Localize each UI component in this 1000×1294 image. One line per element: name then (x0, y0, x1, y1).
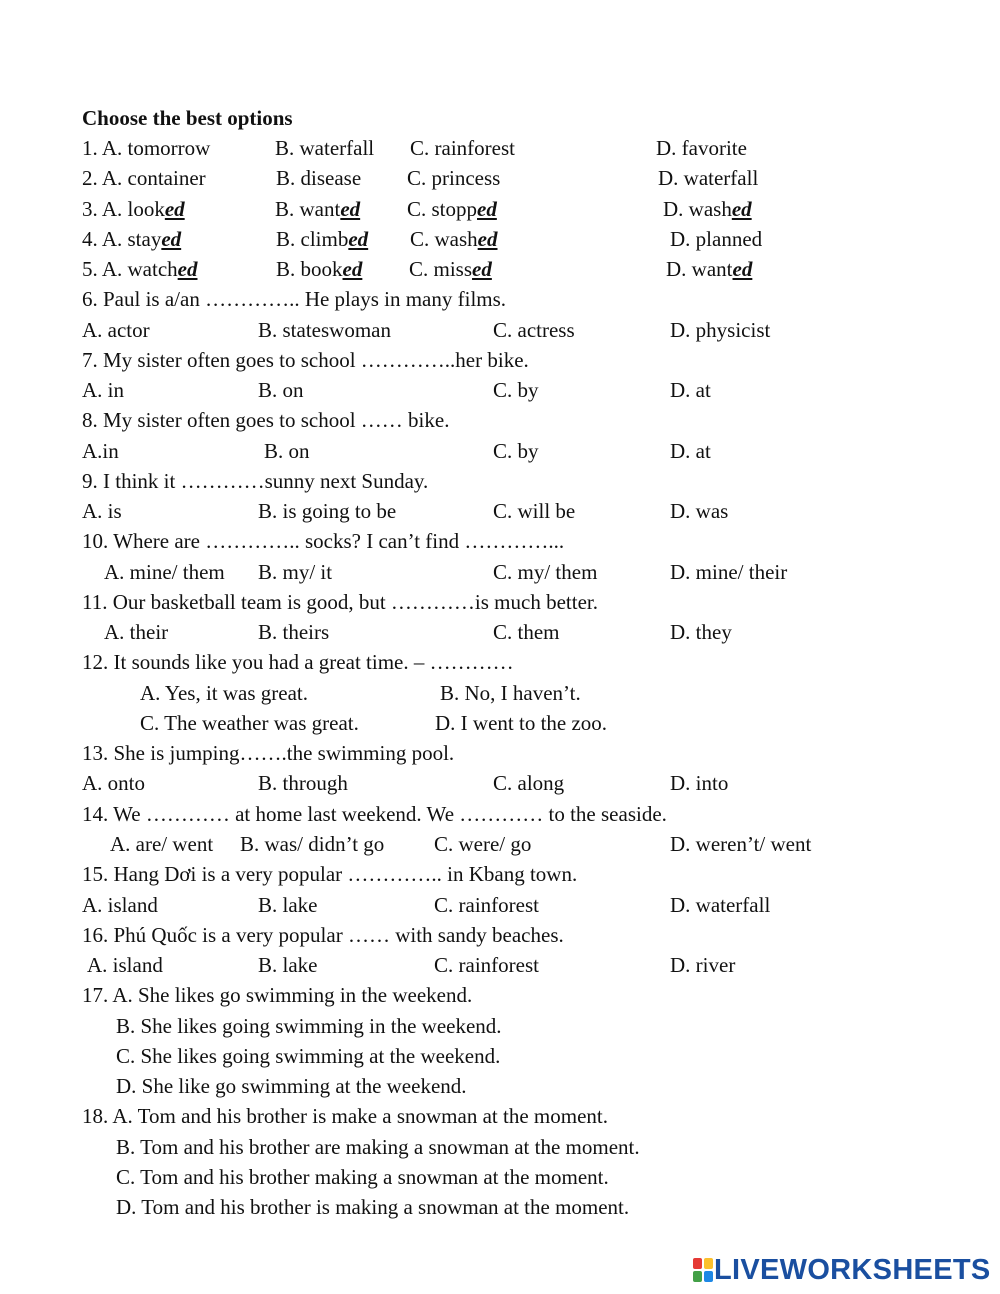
option-d[interactable]: D. waterfall (658, 166, 759, 190)
option-b[interactable]: B. through (258, 771, 348, 795)
option-d[interactable]: D. was (670, 499, 729, 523)
question-15-options (0, 890, 1000, 920)
question-13-options (0, 768, 1000, 798)
option-b[interactable]: B. stateswoman (258, 318, 391, 342)
question-14-stem (0, 799, 1000, 829)
option-c[interactable]: C. my/ them (493, 560, 598, 584)
question-15-stem (0, 859, 1000, 889)
page-title: Choose the best options (82, 106, 293, 130)
question-4 (0, 224, 1000, 254)
option-a[interactable]: A. island (82, 893, 158, 917)
question-18-option-d (0, 1192, 1000, 1222)
option-c[interactable]: C. rainforest (410, 136, 515, 160)
option-c[interactable]: C. She likes going swimming at the weekend. (116, 1044, 501, 1068)
option-c[interactable]: C. by (493, 439, 539, 463)
question-text: 13. She is jumping…….the swimming pool. (82, 741, 455, 765)
option-d[interactable]: D. wanted (666, 257, 753, 281)
option-d[interactable]: D. at (670, 378, 711, 402)
option-b[interactable]: B. is going to be (258, 499, 397, 523)
question-7-options (0, 375, 1000, 405)
option-c[interactable]: C. rainforest (434, 893, 539, 917)
option-b[interactable]: B. on (258, 378, 304, 402)
question-text: 12. It sounds like you had a great time. – ………… (82, 650, 514, 674)
question-text: 6. Paul is a/an ………….. He plays in many films. (82, 287, 507, 311)
option-b[interactable]: B. Tom and his brother are making a snowman at the moment. (116, 1135, 640, 1159)
suffix-ed: ed (731, 197, 752, 221)
suffix-ed: ed (477, 227, 498, 251)
question-8-options (0, 436, 1000, 466)
option-b[interactable]: B. was/ didn’t go (240, 832, 385, 856)
option-a[interactable]: 1. A. tomorrow (82, 136, 211, 160)
question-text: 10. Where are ………….. socks? I can’t find …………... (82, 529, 565, 553)
option-a[interactable]: A. their (104, 620, 169, 644)
question-17-option-a (0, 980, 1000, 1010)
question-12-stem (0, 647, 1000, 677)
question-16-options (0, 950, 1000, 980)
option-d[interactable]: D. physicist (670, 318, 771, 342)
question-17-option-b (0, 1011, 1000, 1041)
question-12-options-row2 (0, 708, 1000, 738)
option-c[interactable]: C. by (493, 378, 539, 402)
option-d[interactable]: D. mine/ their (670, 560, 788, 584)
liveworksheets-logo-icon (692, 1257, 714, 1283)
question-9-stem (0, 466, 1000, 496)
question-text: 15. Hang Dơi is a very popular ………….. in Kbang town. (82, 862, 578, 886)
option-d[interactable]: D. they (670, 620, 732, 644)
option-a[interactable]: A. onto (82, 771, 145, 795)
question-1 (0, 133, 1000, 163)
option-d[interactable]: D. Tom and his brother is making a snowman at the moment. (116, 1195, 630, 1219)
option-c[interactable]: C. along (493, 771, 565, 795)
option-a[interactable]: A. actor (82, 318, 150, 342)
option-b[interactable]: B. disease (276, 166, 362, 190)
option-b[interactable]: B. on (264, 439, 310, 463)
option-d[interactable]: D. I went to the zoo. (435, 711, 608, 735)
option-c[interactable]: C. rainforest (434, 953, 539, 977)
option-d[interactable]: D. into (670, 771, 729, 795)
option-d[interactable]: D. favorite (656, 136, 747, 160)
option-c[interactable]: C. stopped (407, 197, 497, 221)
question-18-option-b (0, 1132, 1000, 1162)
question-6-stem (0, 284, 1000, 314)
question-text: 11. Our basketball team is good, but …………is much better. (82, 590, 598, 614)
option-a[interactable]: A. mine/ them (104, 560, 225, 584)
question-8-stem (0, 405, 1000, 435)
question-10-stem (0, 526, 1000, 556)
question-2 (0, 163, 1000, 193)
option-b[interactable]: B. climbed (276, 227, 369, 251)
option-a[interactable]: 5. A. watched (82, 257, 198, 281)
option-d[interactable]: D. weren’t/ went (670, 832, 812, 856)
question-13-stem (0, 738, 1000, 768)
question-12-options-row1 (0, 678, 1000, 708)
option-a[interactable]: A. in (82, 378, 124, 402)
option-a[interactable]: 4. A. stayed (82, 227, 182, 251)
question-16-stem (0, 920, 1000, 950)
option-a[interactable]: 2. A. container (82, 166, 206, 190)
question-7-stem (0, 345, 1000, 375)
option-d[interactable]: D. She like go swimming at the weekend. (116, 1074, 467, 1098)
question-14-options (0, 829, 1000, 859)
option-c[interactable]: C. actress (493, 318, 575, 342)
option-a[interactable]: 3. A. looked (82, 197, 185, 221)
option-a[interactable]: A. is (82, 499, 122, 523)
option-d[interactable]: D. river (670, 953, 736, 977)
option-c[interactable]: C. washed (410, 227, 498, 251)
option-c[interactable]: C. were/ go (434, 832, 532, 856)
option-c[interactable]: C. them (493, 620, 560, 644)
option-d[interactable]: D. waterfall (670, 893, 771, 917)
option-a[interactable]: 17. A. She likes go swimming in the weekend. (82, 983, 473, 1007)
option-b[interactable]: B. waterfall (275, 136, 375, 160)
option-b[interactable]: B. lake (258, 893, 318, 917)
question-3 (0, 194, 1000, 224)
option-d[interactable]: D. at (670, 439, 711, 463)
question-9-options (0, 496, 1000, 526)
question-6-options (0, 315, 1000, 345)
suffix-ed: ed (477, 197, 497, 221)
option-c[interactable]: C. princess (407, 166, 501, 190)
question-text: 16. Phú Quốc is a very popular …… with sandy beaches. (82, 923, 564, 947)
option-a[interactable]: A. island (87, 953, 163, 977)
option-c[interactable]: C. missed (409, 257, 492, 281)
question-18-option-c (0, 1162, 1000, 1192)
suffix-ed: ed (732, 257, 753, 281)
suffix-ed: ed (161, 227, 182, 251)
option-c[interactable]: C. will be (493, 499, 576, 523)
suffix-ed: ed (340, 197, 361, 221)
suffix-ed: ed (177, 257, 198, 281)
question-text: 9. I think it …………sunny next Sunday. (82, 469, 429, 493)
suffix-ed: ed (164, 197, 185, 221)
question-18-option-a (0, 1101, 1000, 1131)
option-b[interactable]: B. wanted (275, 197, 361, 221)
option-b[interactable]: B. No, I haven’t. (440, 681, 581, 705)
question-17-option-d (0, 1071, 1000, 1101)
question-10-options (0, 557, 1000, 587)
suffix-ed: ed (472, 257, 492, 281)
question-text: 14. We ………… at home last weekend. We ………… to the seaside. (82, 802, 667, 826)
liveworksheets-logo (692, 1254, 991, 1286)
option-b[interactable]: B. lake (258, 953, 318, 977)
title-line (0, 103, 1000, 133)
option-b[interactable]: B. She likes going swimming in the weekend. (116, 1014, 502, 1038)
option-d[interactable]: D. planned (670, 227, 763, 251)
option-c[interactable]: C. Tom and his brother making a snowman at the moment. (116, 1165, 609, 1189)
option-b[interactable]: B. booked (276, 257, 363, 281)
question-11-options (0, 617, 1000, 647)
question-text: 7. My sister often goes to school …………..her bike. (82, 348, 529, 372)
question-text: 8. My sister often goes to school …… bike. (82, 408, 450, 432)
logo-text: LIVEWORKSHEETS (714, 1253, 991, 1286)
option-b[interactable]: B. my/ it (258, 560, 333, 584)
option-a[interactable]: A. are/ went (110, 832, 214, 856)
option-d[interactable]: D. washed (663, 197, 752, 221)
option-b[interactable]: B. theirs (258, 620, 330, 644)
option-a[interactable]: A.in (82, 439, 119, 463)
suffix-ed: ed (342, 257, 363, 281)
question-11-stem (0, 587, 1000, 617)
option-a[interactable]: 18. A. Tom and his brother is make a snowman at the moment. (82, 1104, 608, 1128)
option-a[interactable]: A. Yes, it was great. (140, 681, 308, 705)
question-5 (0, 254, 1000, 284)
option-c[interactable]: C. The weather was great. (140, 711, 359, 735)
question-17-option-c (0, 1041, 1000, 1071)
suffix-ed: ed (348, 227, 369, 251)
